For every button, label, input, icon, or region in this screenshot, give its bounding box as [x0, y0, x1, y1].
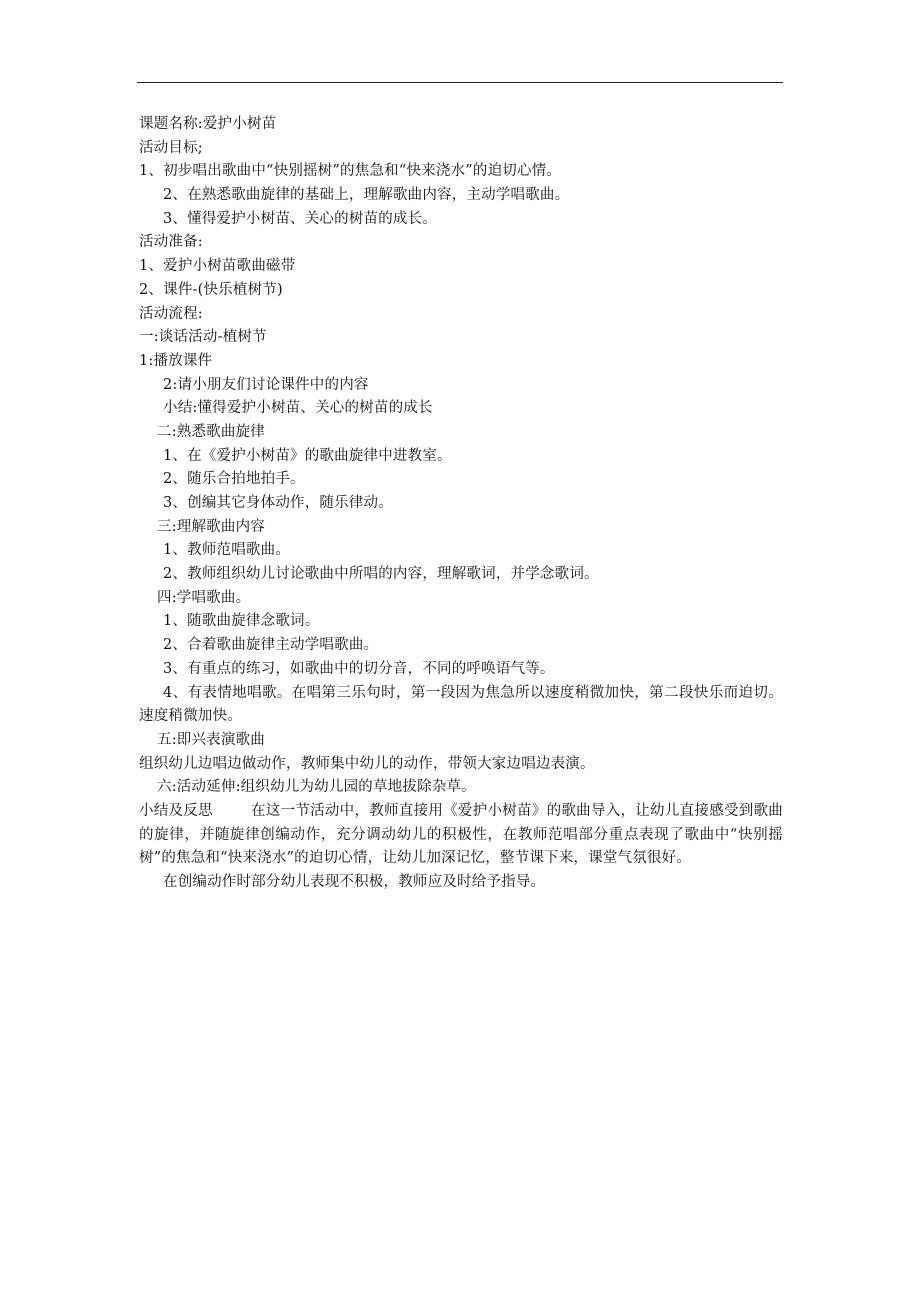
step-three-item-1: 1、教师范唱歌曲。 — [163, 542, 291, 559]
step-three-heading: 三:理解歌曲内容 — [157, 518, 265, 535]
step-two-item-3: 3、创编其它身体动作，随乐律动。 — [163, 495, 393, 511]
step-five-text: 组织幼儿边唱边做动作，教师集中幼儿的动作，带领大家边唱边表演。 — [139, 755, 595, 772]
step-four-heading: 四:学唱歌曲。 — [157, 589, 251, 606]
reflection-paragraph — [139, 800, 783, 871]
step-three-item-2: 2、教师组织幼儿讨论歌曲中所唱的内容，理解歌词，并学念歌词。 — [163, 566, 599, 583]
preparation-item-2: 2、课件-(快乐植树节) — [139, 281, 283, 298]
reflection-text: 在这一节活动中，教师直接用《爱护小树苗》的歌曲导入，让幼儿直接感受到歌曲的旋律，并随旋律创编动作，充分调动幼儿的积极性，在教师范唱部分重点表现了歌曲中“快别摇树”的焦急和“快来浇水”的迫切心情，让幼儿加深记忆，整节课下来，课堂气氛很好。 — [139, 802, 783, 867]
goal-item-1: 1、初步唱出歌曲中“快别摇树”的焦急和“快来浇水”的迫切心情。 — [139, 163, 562, 180]
step-four-item-4: 4、有表情地唱歌。在唱第三乐句时，第一段因为焦急所以速度稍微加快，第二段快乐而迫切。速度稍微加快。 — [139, 684, 783, 725]
lesson-title: 课题名称:爱护小树苗 — [139, 116, 277, 132]
step-two-item-1: 1、在《爱护小树苗》的歌曲旋律中进教室。 — [163, 447, 452, 464]
preparation-heading: 活动准备: — [139, 234, 203, 251]
preparation-item-1: 1、爱护小树苗歌曲磁带 — [139, 258, 296, 275]
step-one-item-1: 1:播放课件 — [139, 352, 213, 369]
step-one-item-2: 2:请小朋友们讨论课件中的内容 — [163, 376, 369, 393]
goal-item-3: 3、懂得爱护小树苗、关心的树苗的成长。 — [163, 210, 438, 227]
step-two-heading: 二:熟悉歌曲旋律 — [157, 423, 265, 440]
process-heading: 活动流程: — [139, 305, 203, 322]
step-four-item-2: 2、合着歌曲旋律主动学唱歌曲。 — [163, 637, 379, 654]
lesson-plan-body — [139, 113, 783, 895]
step-one-summary: 小结:懂得爱护小树苗、关心的树苗的成长 — [163, 400, 433, 417]
step-four-item-1: 1、随歌曲旋律念歌词。 — [163, 613, 320, 630]
step-five-heading: 五:即兴表演歌曲 — [157, 731, 265, 748]
goals-heading: 活动目标; — [139, 139, 203, 156]
final-note: 在创编动作时部分幼儿表现不积极，教师应及时给予指导。 — [163, 874, 546, 891]
step-four-item-3: 3、有重点的练习，如歌曲中的切分音，不同的呼唤语气等。 — [163, 660, 555, 677]
step-two-item-2: 2、随乐合拍地拍手。 — [163, 471, 305, 488]
step-one-heading: 一:谈话活动-植树节 — [139, 329, 267, 346]
header-rule — [137, 82, 783, 83]
reflection-label: 小结及反思 — [139, 802, 213, 819]
goal-item-2: 2、在熟悉歌曲旋律的基础上，理解歌曲内容，主动学唱歌曲。 — [163, 187, 570, 204]
step-six-heading: 六:活动延伸:组织幼儿为幼儿园的草地拔除杂草。 — [157, 779, 476, 796]
